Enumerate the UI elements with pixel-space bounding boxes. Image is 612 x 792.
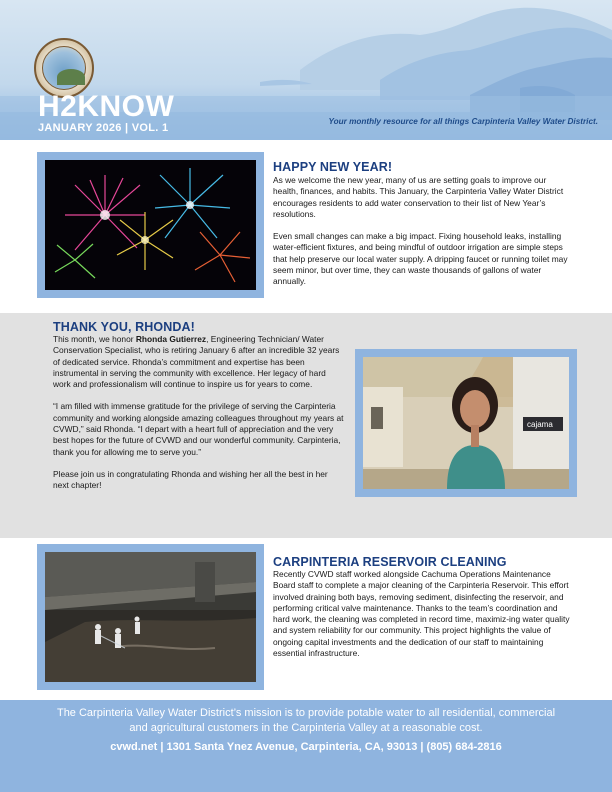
rhonda-intro-after: , Engineering Technician/ Water Conservation Specialist, who is retiring January 6 after an incredible 32 years of dedicated service. Rhonda’s commitment and expertise has been instrumental in serving the community with excellence. Her legacy of hard work and professionalism will continue to inspire us for years to come.	[53, 334, 340, 390]
reservoir-photo-frame	[37, 544, 264, 690]
reservoir-paragraph: Recently CVWD staff worked alongside Cachuma Operations Maintenance Board staff to complete a major cleaning of the Carpinteria Reservoir. This effort involved draining both bays, removing sediment, disinfecting the reservoir, and performing critical valve maintenance. Thanks to the team’s coordination and hard work, the cleaning was completed in record time, maximiz-ing water quality and system reliability for our community. This project highlights the value of ongoing capital investments and the dedication of our staff to maintaining essential infrastructure.	[273, 569, 570, 659]
fireworks-photo-frame	[37, 152, 264, 298]
reservoir-heading: CARPINTERIA RESERVOIR CLEANING	[273, 555, 507, 569]
rhonda-heading: THANK YOU, RHONDA!	[53, 320, 195, 334]
reservoir-photo	[45, 552, 256, 682]
rhonda-photo-frame	[355, 349, 577, 497]
rhonda-closing: Please join us in congratulating Rhonda and wishing her all the best in her next chapter!	[53, 468, 328, 491]
new-year-paragraph-2: Even small changes can make a big impact. Fixing household leaks, installing water-efficient fixtures, and being mindful of outdoor irrigation are simple steps that help preserve our local water supply. A dripping faucet or running toilet may seem minor, but over time, they can waste thousands of gallons of water annually.	[273, 231, 568, 287]
rhonda-name: Rhonda Gutierrez	[135, 334, 207, 344]
newsletter-title: H2KNOW	[38, 90, 175, 123]
thank-you-rhonda-section	[0, 313, 612, 538]
district-seal-logo	[34, 38, 94, 98]
rhonda-intro	[53, 334, 345, 390]
new-year-heading: HAPPY NEW YEAR!	[273, 160, 393, 174]
footer	[0, 700, 612, 792]
tagline: Your monthly resource for all things Carpinteria Valley Water District.	[328, 117, 598, 126]
new-year-paragraph-1: As we welcome the new year, many of us are setting goals to improve our health, finances, and habits. This January, the Carpinteria Valley Water District encourages residents to add water conservation to their list of New Year’s resolutions.	[273, 175, 564, 219]
issue-date: JANUARY 2026 | VOL. 1	[38, 122, 169, 134]
reservoir-cleaning-section	[0, 538, 612, 700]
contact-line: cvwd.net | 1301 Santa Ynez Avenue, Carpinteria, CA, 93013 | (805) 684-2816	[110, 741, 502, 753]
rhonda-intro-before: This month, we honor	[53, 334, 136, 344]
storefront-sign-text: cajama	[527, 420, 553, 429]
rhonda-quote: “I am filled with immense gratitude for the privilege of serving the Carpinteria community and working alongside amazing colleagues throughout my years at CVWD,” said Rhonda. “I depart with a heart full of appreciation and the very best hopes for the future of CVWD and our wonderful community. Carpinteria, thank you for allowing me to serve you.”	[53, 401, 344, 457]
happy-new-year-section	[0, 140, 612, 313]
masthead	[0, 0, 612, 140]
fireworks-photo	[45, 160, 256, 290]
rhonda-photo	[363, 357, 569, 489]
mission-statement: The Carpinteria Valley Water District’s mission is to provide potable water to all residential, commercial and agricultural customers in the Carpinteria Valley at a reasonable cost.	[56, 707, 556, 734]
